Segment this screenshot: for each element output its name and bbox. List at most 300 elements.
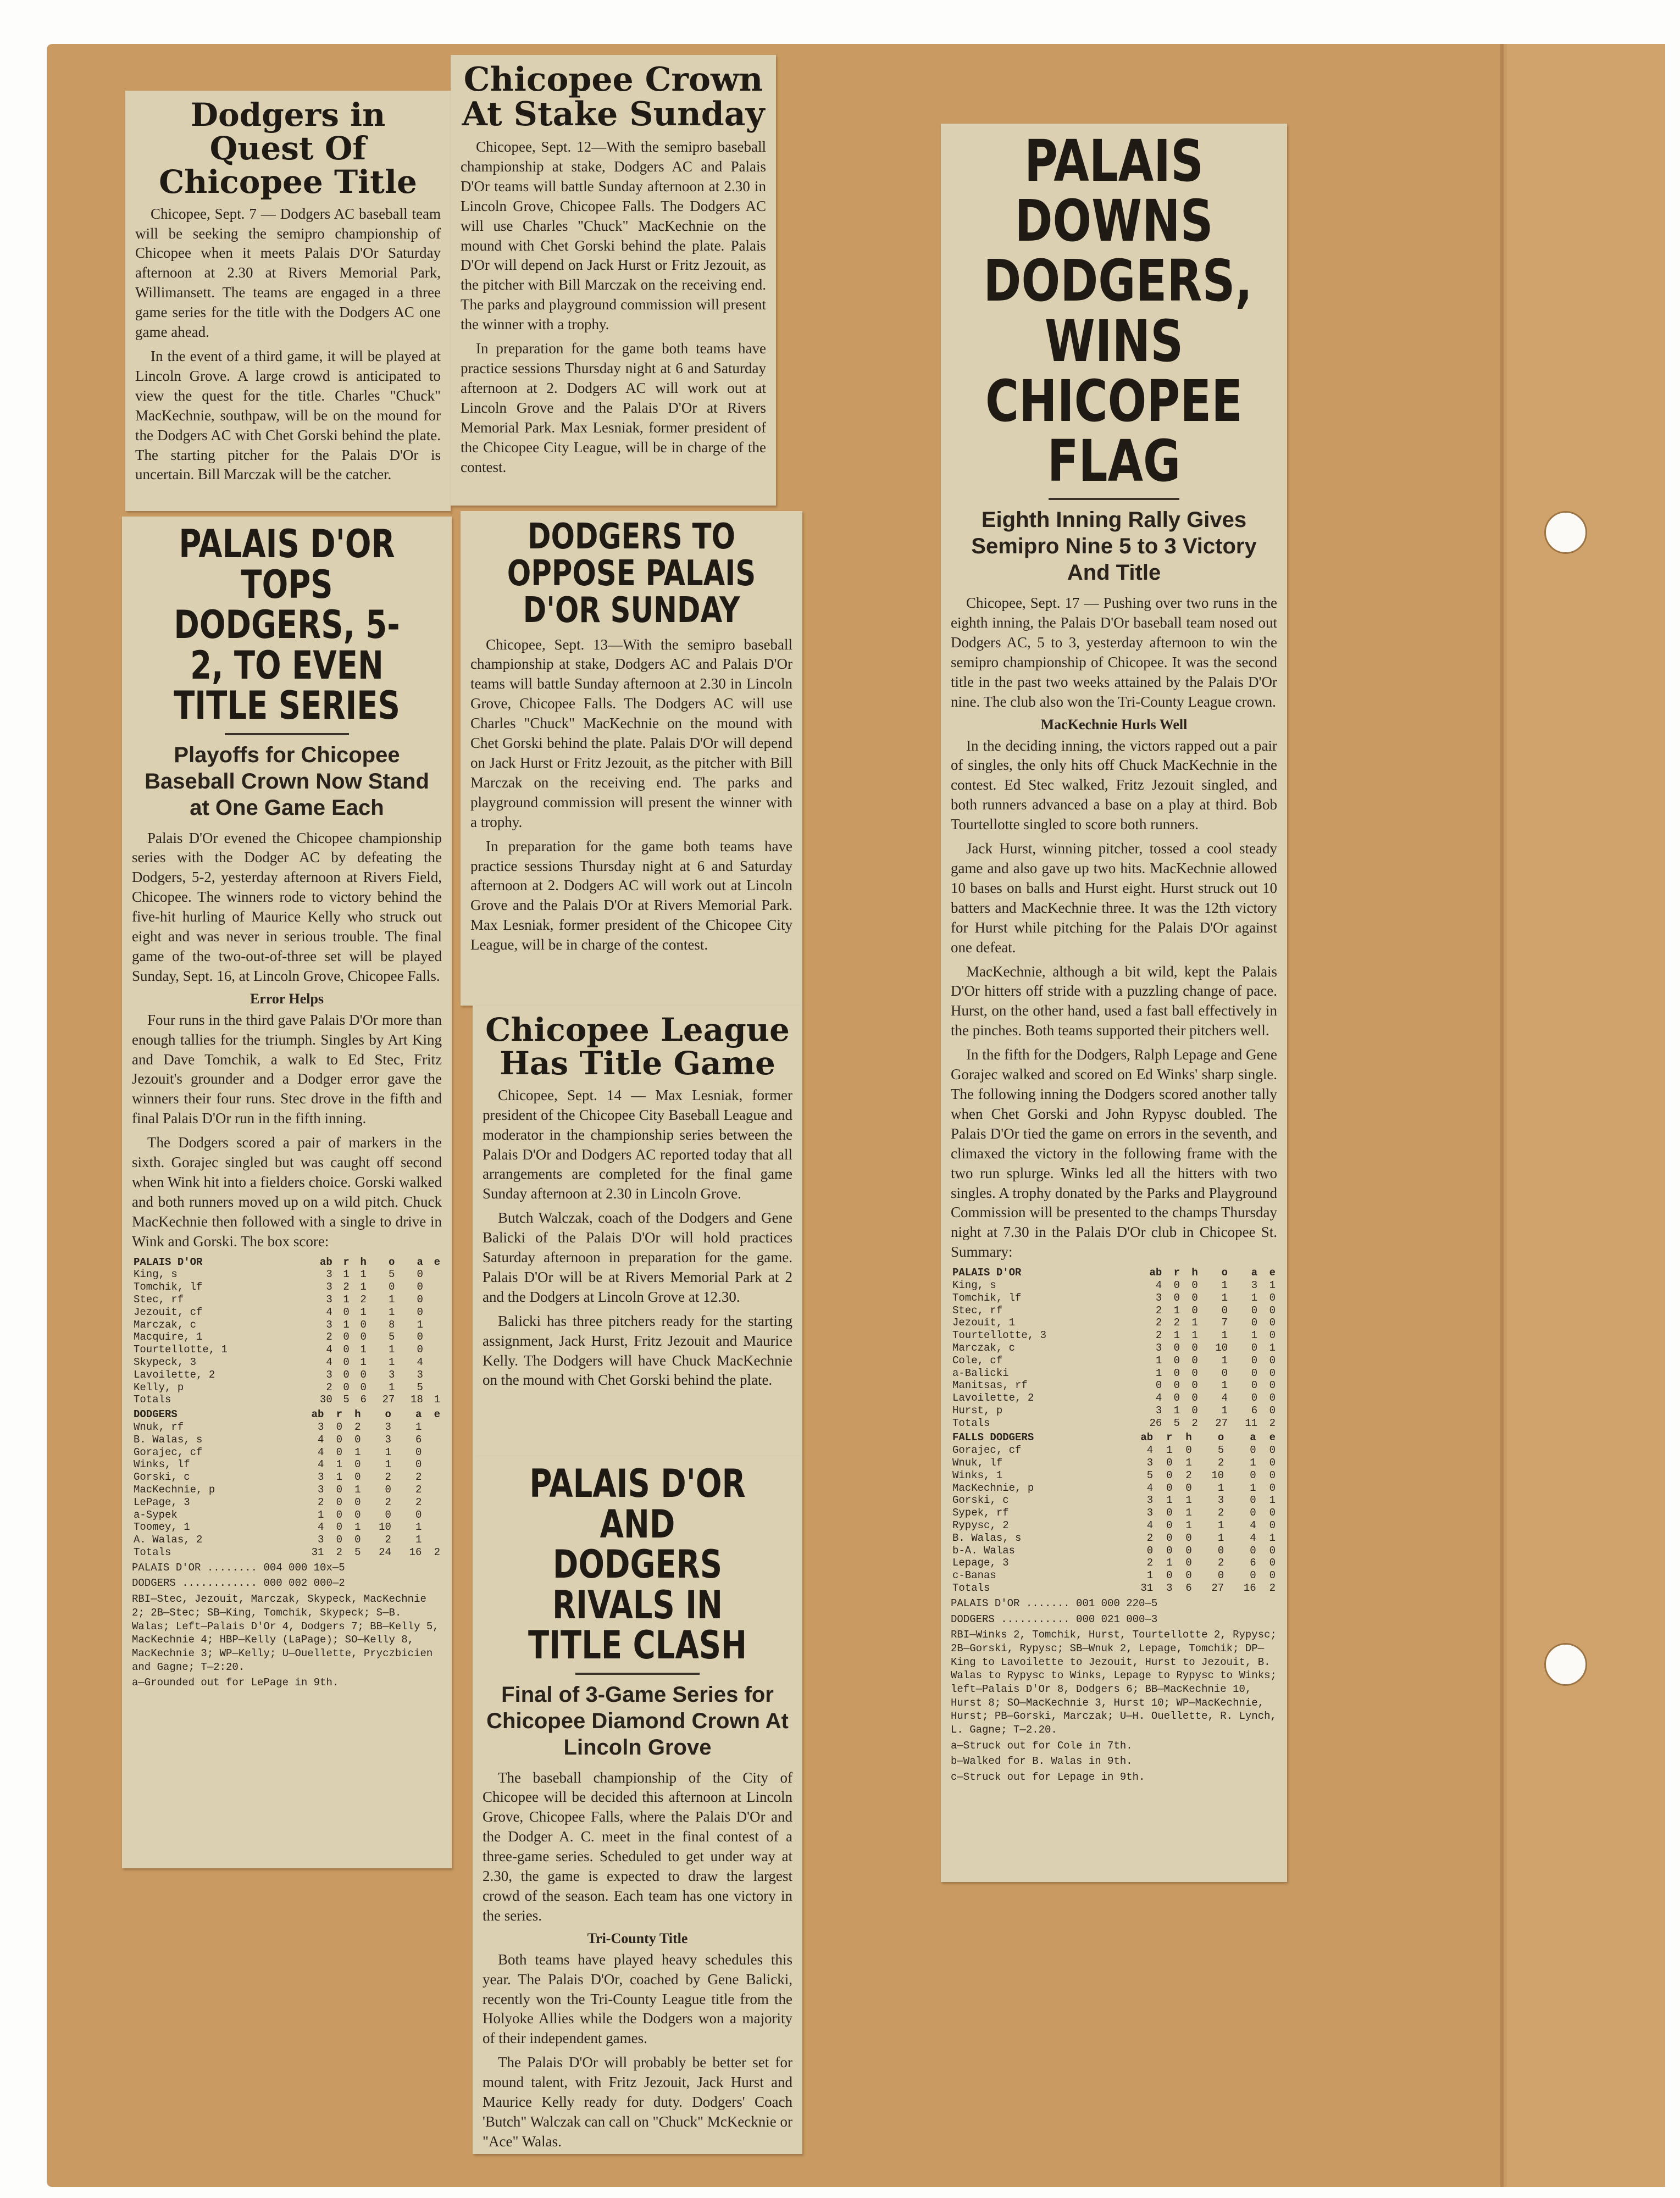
stat-cell: 1 [1155, 1367, 1162, 1379]
headline: PALAIS D'OR TOPS DODGERS, 5-2, TO EVEN TITLE SERIES [174, 521, 400, 728]
column-header: e [434, 1408, 440, 1421]
total-cell: 1 [434, 1394, 440, 1406]
player-name: Marczak, c [952, 1341, 1016, 1354]
total-cell: 5 [343, 1394, 350, 1406]
stat-cell: 0 [360, 1331, 367, 1344]
stat-cell: 1 [1185, 1494, 1192, 1507]
total-cell: 27 [1211, 1582, 1224, 1595]
line-score-dodgers: DODGERS ............ 000 002 000—2 [132, 1577, 345, 1590]
stat-cell: 0 [1217, 1569, 1224, 1582]
stat-cell: 4 [417, 1356, 423, 1368]
stat-cell: 1 [388, 1381, 395, 1394]
total-cell: 27 [382, 1394, 395, 1406]
stat-cell: 5 [388, 1331, 395, 1344]
total-cell: 11 [1245, 1417, 1258, 1429]
stat-cell: 1 [1185, 1457, 1192, 1469]
stat-cell: 0 [1250, 1444, 1256, 1457]
stat-cell: 0 [1191, 1404, 1198, 1417]
box-header-row [132, 1256, 442, 1269]
stat-cell: 0 [336, 1508, 342, 1521]
player-name: Wnuk, rf [134, 1420, 184, 1433]
player-name: Marczak, c [134, 1318, 197, 1331]
headline: PALAIS D'OR AND DODGERS RIVALS IN TITLE CLASH [528, 1461, 747, 1668]
total-cell: 24 [379, 1546, 391, 1558]
player-name: Stec, rf [134, 1294, 184, 1306]
paragraph: In preparation for the game both teams have practice sessions Thursday night at 6 and Saturday afternoon at 2. Dodgers AC will work out at Lincoln Grove and the Palais D'Or at Rivers Memorial Park. Max Lesniak, former president of the Chicopee City League, will be in charge of the contest. [470, 837, 792, 953]
table-row [132, 1421, 442, 1434]
stat-cell: 1 [1250, 1481, 1256, 1494]
total-cell: 6 [360, 1394, 367, 1406]
footnote: b—Walked for B. Walas in 9th. [951, 1755, 1133, 1768]
paragraph: Both teams have played heavy schedules this year. The Palais D'Or, coached by Gene Balicki, recently won the Tri-County League title from the Holyoke Allies while the Dodgers won a majority of their independent games. [483, 1951, 792, 2047]
table-row [951, 1569, 1277, 1582]
stat-cell: 0 [1269, 1291, 1276, 1304]
total-cell: 2 [1191, 1417, 1198, 1429]
stat-cell: 0 [1166, 1544, 1173, 1557]
table-row [951, 1507, 1277, 1519]
stat-cell: 4 [326, 1306, 332, 1318]
stat-cell: 4 [318, 1458, 324, 1471]
stat-cell: 2 [1217, 1557, 1224, 1569]
stat-cell: 0 [360, 1381, 367, 1394]
stat-cell: 4 [1146, 1481, 1154, 1494]
column-header: a [417, 1256, 423, 1268]
stat-cell: 6 [415, 1433, 422, 1446]
column-header: ab [319, 1256, 332, 1268]
stat-cell: 1 [385, 1446, 391, 1458]
table-row [951, 1292, 1277, 1305]
player-name: Manitsas, rf [952, 1379, 1028, 1392]
box-score-dodgers [132, 1408, 442, 1559]
stat-cell: 1 [336, 1471, 342, 1484]
paragraph: Jack Hurst, winning pitcher, tossed a cool steady game and also gave up two hits. MacKechnie allowed 10 bases on balls and Hurst eight. Hurst struck out 10 batters and MacKechnie three. It was the 12th victory for Hurst while pitching for the Palais D'Or against one defeat. [951, 840, 1277, 956]
stat-cell: 3 [318, 1420, 324, 1433]
total-cell: 2 [336, 1546, 342, 1558]
deck: Final of 3-Game Series for Chicopee Diamond Crown At Lincoln Grove [486, 1682, 789, 1759]
player-name: a-Balicki [952, 1367, 1009, 1379]
stat-cell: 1 [360, 1356, 367, 1368]
stat-cell: 0 [415, 1458, 422, 1471]
stat-cell: 0 [1191, 1379, 1198, 1392]
table-row [132, 1294, 442, 1306]
table-row [951, 1494, 1277, 1507]
player-name: MacKechnie, p [134, 1483, 215, 1496]
stat-cell: 3 [326, 1294, 332, 1306]
divider [1049, 498, 1179, 500]
stat-cell: 10 [1211, 1469, 1224, 1481]
player-name: Tourtellotte, 1 [134, 1344, 228, 1356]
stat-cell: 1 [1173, 1304, 1180, 1317]
team-name: PALAIS D'OR [134, 1256, 203, 1268]
stat-cell: 2 [1155, 1304, 1162, 1317]
paragraph: Butch Walczak, coach of the Dodgers and Gene Balicki of the Palais D'Or will hold practices Saturday afternoon in preparation for the game. Palais D'Or will be at Rivers Memorial Park at 2 and the Dodgers at Lincoln Grove at 12.30. [483, 1209, 792, 1305]
table-row [951, 1444, 1277, 1457]
clipping-chicopee-league [473, 1006, 802, 1456]
column-header: h [360, 1256, 367, 1268]
column-header: a [415, 1408, 422, 1421]
stat-cell: 0 [417, 1281, 423, 1294]
stat-cell: 6 [1250, 1557, 1256, 1569]
binder-hole-bottom [1544, 1643, 1587, 1686]
game-summary: RBI—Winks 2, Tomchik, Hurst, Tourtellotte 2, Rypysc; 2B—Gorski, Rypysc; SB—Wnuk 2, Lepage, Tomchik; DP—King to Lavoilette to Jezouit, Hurst to Jezouit, B. Walas to Rypysc to Winks, Lepage to Rypysc to Winks; left—Palais D'Or 8, Dodgers 6; BB—MacKechnie 10, Hurst 8; SO—MacKechnie 3, Hurst 10; WP—MacKechnie, Hurst; PB—Gorski, Marczak; U—H. Ouellette, R. Lynch, L. Gagne; T—2.20. [951, 1629, 1277, 1736]
stat-cell: 10 [1215, 1341, 1228, 1354]
stat-cell: 5 [1217, 1444, 1224, 1457]
stat-cell: 3 [1146, 1457, 1154, 1469]
stat-cell: 1 [1155, 1354, 1162, 1367]
stat-cell: 1 [1221, 1329, 1228, 1342]
player-name: Gorajec, cf [952, 1444, 1022, 1457]
column-header: r [343, 1256, 350, 1268]
stat-cell: 0 [1251, 1354, 1258, 1367]
total-cell: 5 [1173, 1417, 1180, 1429]
stat-cell: 1 [1217, 1481, 1224, 1494]
stat-cell: 0 [1269, 1457, 1276, 1469]
stat-cell: 0 [1269, 1557, 1276, 1569]
player-name: Tomchik, lf [134, 1281, 203, 1294]
column-header: o [1217, 1431, 1224, 1444]
paragraph: MacKechnie, although a bit wild, kept the Palais D'Or hitters off stride with a puzzling change of pace. Hurst, on the other hand, used a fast ball effectively in the pinches. Both teams supported their pitchers well. [951, 963, 1277, 1039]
totals-row [951, 1417, 1277, 1430]
table-row [951, 1392, 1277, 1405]
stat-cell: 0 [1191, 1392, 1198, 1405]
stat-cell: 0 [1221, 1367, 1228, 1379]
stat-cell: 0 [1173, 1367, 1180, 1379]
player-name: Cole, cf [952, 1354, 1003, 1367]
headline: Chicopee Crown At Stake Sunday [462, 60, 765, 134]
stat-cell: 6 [1251, 1404, 1258, 1417]
player-name: Gorski, c [134, 1471, 190, 1484]
stat-cell: 3 [385, 1420, 391, 1433]
stat-cell: 0 [1251, 1317, 1258, 1329]
stat-cell: 1 [1251, 1291, 1258, 1304]
stat-cell: 0 [343, 1344, 350, 1356]
stat-cell: 1 [1191, 1317, 1198, 1329]
stat-cell: 0 [1166, 1531, 1173, 1544]
stat-cell: 1 [1269, 1531, 1276, 1544]
total-cell: 2 [1269, 1417, 1276, 1429]
column-header: ab [1149, 1267, 1162, 1279]
stat-cell: 3 [318, 1483, 324, 1496]
player-name: Toomey, 1 [134, 1521, 190, 1534]
clipping-palais-downs-dodgers [941, 124, 1287, 1882]
binder-fold-line [1500, 44, 1504, 2187]
stat-cell: 0 [1191, 1291, 1198, 1304]
box-header-row [951, 1431, 1277, 1444]
table-row [951, 1532, 1277, 1545]
column-header: r [336, 1408, 342, 1421]
paragraph: The Dodgers scored a pair of markers in the sixth. Gorajec singled but was caught off second when Wink hit into a fielders choice. Gorski walked and both runners moved up on a wild pitch. Chuck MacKechnie then followed with a single to drive in Wink and Gorski. The box score: [132, 1134, 442, 1250]
stat-cell: 2 [326, 1331, 332, 1344]
box-header-row [132, 1408, 442, 1421]
stat-cell: 0 [1269, 1404, 1276, 1417]
stat-cell: 1 [1146, 1569, 1154, 1582]
stat-cell: 2 [1173, 1317, 1180, 1329]
stat-cell: 3 [326, 1318, 332, 1331]
stat-cell: 3 [1146, 1494, 1154, 1507]
stat-cell: 0 [1251, 1367, 1258, 1379]
player-name: Macquire, 1 [134, 1331, 203, 1344]
stat-cell: 0 [1185, 1481, 1192, 1494]
stat-cell: 0 [360, 1318, 367, 1331]
stat-cell: 4 [1146, 1519, 1154, 1532]
stat-cell: 1 [1191, 1329, 1198, 1342]
column-header: h [354, 1408, 361, 1421]
paragraph: Balicki has three pitchers ready for the starting assignment, Jack Hurst, Fritz Jezouit and Maurice Kelly. The Dodgers will have Chuck MacKechnie on the mound with Chet Gorski behind the plate. [483, 1312, 792, 1389]
stat-cell: 0 [388, 1281, 395, 1294]
team-name: PALAIS D'OR [952, 1267, 1022, 1279]
stat-cell: 0 [336, 1483, 342, 1496]
paragraph: Palais D'Or evened the Chicopee championship series with the Dodger AC by defeating the Dodgers, 5-2, yesterday afternoon at Rivers Field, Chicopee. The winners rode to victory behind the five-hit hurling of Maurice Kelly who struck out eight and was never in serious trouble. The final game of the two-out-of-three set will be played Sunday, Sept. 16, at Lincoln Grove, Chicopee Falls. [132, 829, 442, 984]
stat-cell: 1 [388, 1306, 395, 1318]
stat-cell: 0 [1269, 1444, 1276, 1457]
totals-label: Totals [134, 1546, 171, 1558]
stat-cell: 2 [1217, 1457, 1224, 1469]
table-row [132, 1509, 442, 1522]
stat-cell: 1 [388, 1356, 395, 1368]
player-name: b-A. Walas [952, 1544, 1016, 1557]
headline: PALAIS DOWNS DODGERS, WINS CHICOPEE FLAG [983, 127, 1252, 495]
player-name: MacKechnie, p [952, 1481, 1034, 1494]
stat-cell: 0 [385, 1508, 391, 1521]
stat-cell: 2 [354, 1420, 361, 1433]
table-row [132, 1458, 442, 1471]
stat-cell: 1 [417, 1318, 423, 1331]
stat-cell: 1 [1166, 1494, 1173, 1507]
stat-cell: 1 [1217, 1519, 1224, 1532]
stat-cell: 0 [1251, 1379, 1258, 1392]
stat-cell: 8 [388, 1318, 395, 1331]
stat-cell: 0 [1269, 1519, 1276, 1532]
stat-cell: 0 [1217, 1544, 1224, 1557]
stat-cell: 2 [1217, 1507, 1224, 1519]
total-cell: 31 [1140, 1582, 1154, 1595]
paragraph: The Palais D'Or will probably be better set for mound talent, with Fritz Jezouit, Jack Hurst and Maurice Kelly ready for duty. Dodgers' Coach 'Butch" Walczak can call on "Chuck" McKecknie or "Ace" Walas. [483, 2054, 792, 2150]
stat-cell: 1 [415, 1420, 422, 1433]
table-row [132, 1281, 442, 1294]
stat-cell: 0 [1269, 1367, 1276, 1379]
stat-cell: 4 [1155, 1279, 1162, 1291]
totals-label: Totals [134, 1394, 171, 1406]
stat-cell: 1 [1221, 1404, 1228, 1417]
totals-row [132, 1394, 442, 1406]
stat-cell: 2 [1155, 1317, 1162, 1329]
table-row [132, 1534, 442, 1546]
stat-cell: 1 [1269, 1279, 1276, 1291]
stat-cell: 0 [1269, 1481, 1276, 1494]
stat-cell: 1 [343, 1268, 350, 1281]
total-cell: 3 [1166, 1582, 1173, 1595]
stat-cell: 4 [318, 1521, 324, 1534]
table-row [132, 1381, 442, 1394]
player-name: Winks, 1 [952, 1469, 1003, 1481]
player-name: Jezouit, cf [134, 1306, 203, 1318]
headline: Chicopee League Has Title Game [485, 1011, 790, 1082]
stat-cell: 0 [1173, 1279, 1180, 1291]
stat-cell: 7 [1221, 1317, 1228, 1329]
stat-cell: 5 [1146, 1469, 1154, 1481]
stat-cell: 0 [417, 1344, 423, 1356]
column-header: h [1191, 1267, 1198, 1279]
player-name: c-Banas [952, 1569, 996, 1582]
stat-cell: 0 [1185, 1569, 1192, 1582]
stat-cell: 2 [385, 1471, 391, 1484]
stat-cell: 0 [417, 1306, 423, 1318]
stat-cell: 0 [1146, 1544, 1154, 1557]
table-row [132, 1484, 442, 1496]
total-cell: 26 [1149, 1417, 1162, 1429]
stat-cell: 0 [1269, 1354, 1276, 1367]
stat-cell: 0 [354, 1534, 361, 1546]
player-name: Gorajec, cf [134, 1446, 203, 1458]
table-row [951, 1379, 1277, 1392]
column-header: o [388, 1256, 395, 1268]
total-cell: 16 [1243, 1582, 1256, 1595]
stat-cell: 0 [1155, 1379, 1162, 1392]
column-header: e [1269, 1431, 1276, 1444]
player-name: Jezouit, 1 [952, 1317, 1016, 1329]
stat-cell: 3 [385, 1433, 391, 1446]
stat-cell: 2 [360, 1294, 367, 1306]
stat-cell: 0 [336, 1433, 342, 1446]
stat-cell: 0 [1191, 1354, 1198, 1367]
stat-cell: 1 [343, 1294, 350, 1306]
table-row [132, 1446, 442, 1459]
stat-cell: 0 [1250, 1507, 1256, 1519]
table-row [951, 1329, 1277, 1342]
table-row [132, 1331, 442, 1344]
stat-cell: 0 [1166, 1457, 1173, 1469]
table-row [132, 1369, 442, 1381]
stat-cell: 1 [354, 1446, 361, 1458]
stat-cell: 0 [360, 1368, 367, 1381]
column-header: a [1251, 1267, 1258, 1279]
stat-cell: 4 [1250, 1519, 1256, 1532]
stat-cell: 3 [417, 1368, 423, 1381]
player-name: King, s [952, 1279, 996, 1291]
stat-cell: 1 [1221, 1291, 1228, 1304]
deck: Playoffs for Chicopee Baseball Crown Now Stand at One Game Each [145, 742, 429, 820]
stat-cell: 0 [1191, 1304, 1198, 1317]
table-row [951, 1482, 1277, 1495]
paragraph: Four runs in the third gave Palais D'Or more than enough tallies for the triumph. Singles by Art King and Dave Tomchik, a walk to Ed Stec, Fritz Jezouit's grounder and a Dodger error gave the winners their four runs. Stec drove in the fifth and final Palais D'Or run in the fifth inning. [132, 1011, 442, 1127]
stat-cell: 3 [388, 1368, 395, 1381]
stat-cell: 0 [336, 1496, 342, 1508]
player-name: Stec, rf [952, 1304, 1003, 1317]
stat-cell: 4 [1221, 1392, 1228, 1405]
column-header: a [1250, 1431, 1256, 1444]
line-score-palais: PALAIS D'OR ....... 001 000 220—5 [951, 1597, 1158, 1609]
stat-cell: 3 [318, 1471, 324, 1484]
stat-cell: 1 [1185, 1507, 1192, 1519]
stat-cell: 1 [1251, 1329, 1258, 1342]
stat-cell: 0 [343, 1381, 350, 1394]
stat-cell: 1 [1221, 1279, 1228, 1291]
stat-cell: 0 [343, 1306, 350, 1318]
stat-cell: 0 [417, 1268, 423, 1281]
stat-cell: 0 [1166, 1481, 1173, 1494]
stat-cell: 0 [1173, 1341, 1180, 1354]
stat-cell: 0 [417, 1294, 423, 1306]
stat-cell: 2 [415, 1471, 422, 1484]
game-summary: RBI—Stec, Jezouit, Marczak, Skypeck, MacKechnie 2; 2B—Stec; SB—King, Tomchik, Skypeck; S—B. Walas; Left—Palais D'Or 4, Dodgers 7; BB—Kelly 5, MacKechnie 4; HBP—Kelly (LaPage); SO—Kelly 8, MacKechnie 3; WP—Kelly; U—Ouellette, Pryczbicien and Gagne; T—2:20. [132, 1593, 439, 1673]
stat-cell: 0 [1166, 1569, 1173, 1582]
stat-cell: 3 [326, 1268, 332, 1281]
paragraph: Chicopee, Sept. 13—With the semipro baseball championship at stake, Dodgers AC and Palais D'Or teams will battle Sunday afternoon at 2.30 in Lincoln Grove, Chicopee Falls. The Dodgers AC will use Charles "Chuck" MacKechnie on the mound with Chet Gorski behind the plate. Palais D'Or will depend on Jack Hurst or Fritz Jezouit, as the pitcher with Bill Marczak on the receiving end. The parks and playground commission will present the winner with a trophy. [470, 636, 792, 830]
stat-cell: 0 [1173, 1354, 1180, 1367]
player-name: Gorski, c [952, 1494, 1009, 1507]
stat-cell: 1 [1269, 1494, 1276, 1507]
stat-cell: 3 [1146, 1507, 1154, 1519]
stat-cell: 1 [1221, 1354, 1228, 1367]
player-name: Winks, lf [134, 1458, 190, 1471]
stat-cell: 2 [385, 1496, 391, 1508]
stat-cell: 5 [417, 1381, 423, 1394]
stat-cell: 0 [1269, 1569, 1276, 1582]
player-name: Hurst, p [952, 1404, 1003, 1417]
player-name: Kelly, p [134, 1381, 184, 1394]
footnote: c—Struck out for Lepage in 9th. [951, 1771, 1145, 1784]
headline: DODGERS TO OPPOSE PALAIS D'OR SUNDAY [507, 517, 756, 631]
player-name: A. Walas, 2 [134, 1534, 203, 1546]
stat-cell: 0 [1269, 1304, 1276, 1317]
column-header: o [1221, 1267, 1228, 1279]
totals-row [951, 1582, 1277, 1595]
table-row [951, 1355, 1277, 1367]
stat-cell: 4 [326, 1344, 332, 1356]
player-name: Sypek, rf [952, 1507, 1009, 1519]
column-header: e [434, 1256, 440, 1268]
paragraph: In the event of a third game, it will be played at Lincoln Grove. A large crowd is anticipated to view the quest for the title. Charles "Chuck" MacKechnie, southpaw, will be on the mound for the Dodgers AC with Chet Gorski behind the plate. The starting pitcher for the Palais D'Or is uncertain. Bill Marczak will be the catcher. [135, 348, 441, 483]
stat-cell: 0 [336, 1521, 342, 1534]
stat-cell: 1 [1269, 1341, 1276, 1354]
table-row [132, 1319, 442, 1331]
table-row [951, 1405, 1277, 1417]
clipping-dodgers-in-quest [125, 91, 451, 511]
stat-cell: 4 [326, 1356, 332, 1368]
stat-cell: 0 [1250, 1469, 1256, 1481]
table-row [951, 1557, 1277, 1569]
stat-cell: 2 [1155, 1329, 1162, 1342]
stat-cell: 1 [360, 1268, 367, 1281]
stat-cell: 1 [388, 1344, 395, 1356]
stat-cell: 1 [1221, 1379, 1228, 1392]
stat-cell: 10 [379, 1521, 391, 1534]
table-row [132, 1496, 442, 1509]
stat-cell: 2 [415, 1483, 422, 1496]
player-name: B. Walas, s [134, 1433, 203, 1446]
stat-cell: 1 [360, 1281, 367, 1294]
paragraph: Chicopee, Sept. 7 — Dodgers AC baseball team will be seeking the semipro championship of Chicopee when it meets Palais D'Or Saturday afternoon at 2.30 at Rivers Memorial Park, Willimansett. The teams are engaged in a three game series for the title with the Dodgers AC one game ahead. [135, 205, 441, 341]
stat-cell: 1 [1185, 1519, 1192, 1532]
subhead: MacKechnie Hurls Well [1040, 716, 1188, 732]
player-name: a-Sypek [134, 1508, 178, 1521]
player-name: LePage, 3 [134, 1496, 190, 1508]
table-row [132, 1434, 442, 1446]
stat-cell: 2 [1146, 1531, 1154, 1544]
clipping-chicopee-crown [451, 55, 776, 506]
table-row [951, 1545, 1277, 1557]
box-score-dodgers [951, 1431, 1277, 1594]
stat-cell: 2 [343, 1281, 350, 1294]
stat-cell: 1 [1166, 1557, 1173, 1569]
stat-cell: 0 [354, 1496, 361, 1508]
binder-edge [1507, 44, 1665, 2187]
stat-cell: 2 [318, 1496, 324, 1508]
table-row [951, 1519, 1277, 1532]
stat-cell: 1 [354, 1483, 361, 1496]
paragraph: The baseball championship of the City of Chicopee will be decided this afternoon at Lincoln Grove, Chicopee Falls, where the Palais D'Or and the Dodger A. C. meet in the final contest of a three-game series. Scheduled to get under way at 2.30, the game is expected to draw the largest crowd of the season. Each team has one victory in the series. [483, 1769, 792, 1924]
paragraph: Chicopee, Sept. 14 — Max Lesniak, former president of the Chicopee City Baseball League and moderator in the championship series between the Palais D'Or and Dodgers AC reported today that all arrangements are completed for the final game Sunday afternoon at 2.30 in Lincoln Grove. [483, 1086, 792, 1202]
